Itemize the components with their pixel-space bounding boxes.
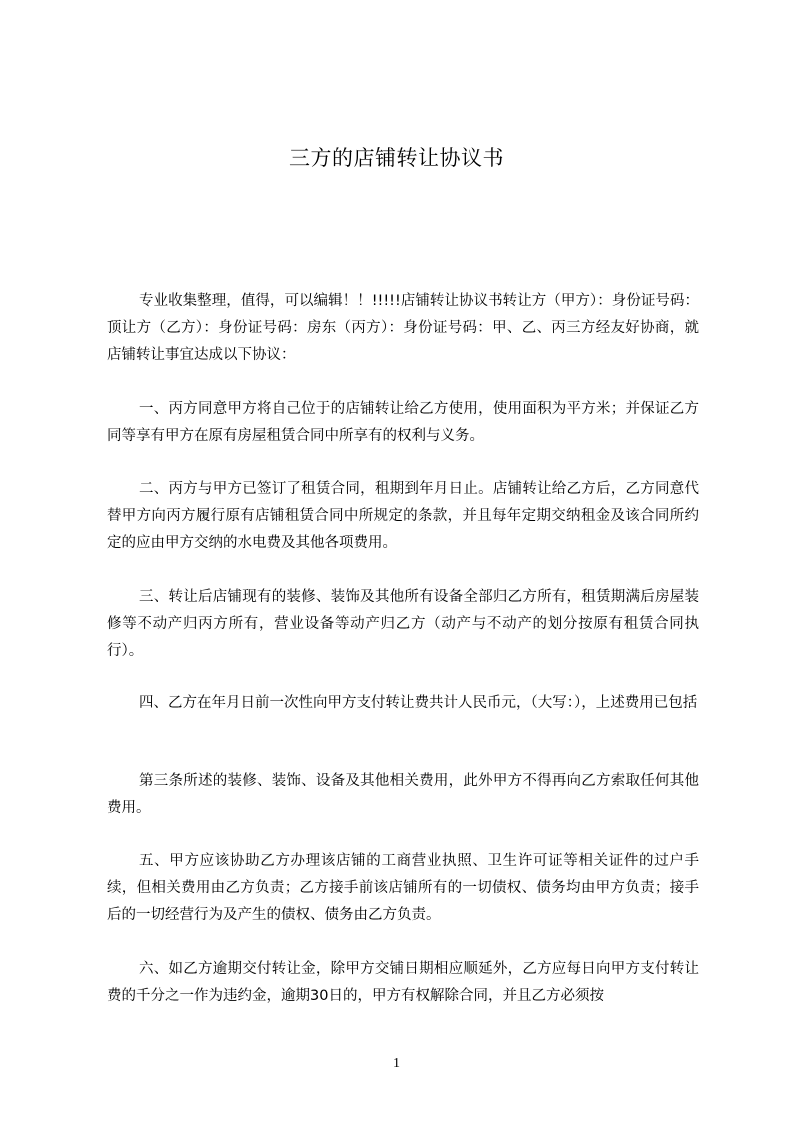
paragraph-clause-1: 一、丙方同意甲方将自己位于的店铺转让给乙方使用，使用面积为平方米；并保证乙方同等享有甲方在原有房屋租赁合同中所享有的权利与义务。 — [107, 401, 699, 444]
paragraph-clause-2: 二、丙方与甲方已签订了租赁合同，租期到年月日止。店铺转让给乙方后，乙方同意代替甲方向丙方履行原有店铺租赁合同中所规定的条款，并且每年定期交纳租金及该合同所约定的应由甲方交纳的水电费及其他各项费用。 — [107, 481, 699, 551]
paragraph-clause-6: 六、如乙方逾期交付转让金，除甲方交铺日期相应顺延外，乙方应每日向甲方支付转让费的千分之一作为违约金，逾期30日的，甲方有权解除合同，并且乙方必须按 — [107, 961, 699, 1004]
paragraph-clause-4-continued: 第三条所述的装修、装饰、设备及其他相关费用，此外甲方不得再向乙方索取任何其他费用。 — [107, 773, 699, 816]
paragraph-clause-3: 三、转让后店铺现有的装修、装饰及其他所有设备全部归乙方所有，租赁期满后房屋装修等不动产归丙方所有，营业设备等动产归乙方（动产与不动产的划分按原有租赁合同执行）。 — [107, 589, 699, 659]
page-number: 1 — [393, 1056, 400, 1071]
paragraph-clause-4: 四、乙方在年月日前一次性向甲方支付转让费共计人民币元，（大写：），上述费用已包括 — [139, 695, 698, 711]
document-title: 三方的店铺转让协议书 — [289, 146, 504, 170]
paragraph-intro: 专业收集整理，值得，可以编辑！！!!!!!店铺转让协议书转让方（甲方）：身份证号码：顶让方（乙方）：身份证号码：房东（丙方）：身份证号码：甲、乙、丙三方经友好协商，就店铺转让事宜达成以下协议： — [107, 293, 699, 363]
paragraph-clause-5: 五、甲方应该协助乙方办理该店铺的工商营业执照、卫生许可证等相关证件的过户手续，但相关费用由乙方负责；乙方接手前该店铺所有的一切债权、债务均由甲方负责；接手后的一切经营行为及产生的债权、债务由乙方负责。 — [107, 853, 699, 923]
